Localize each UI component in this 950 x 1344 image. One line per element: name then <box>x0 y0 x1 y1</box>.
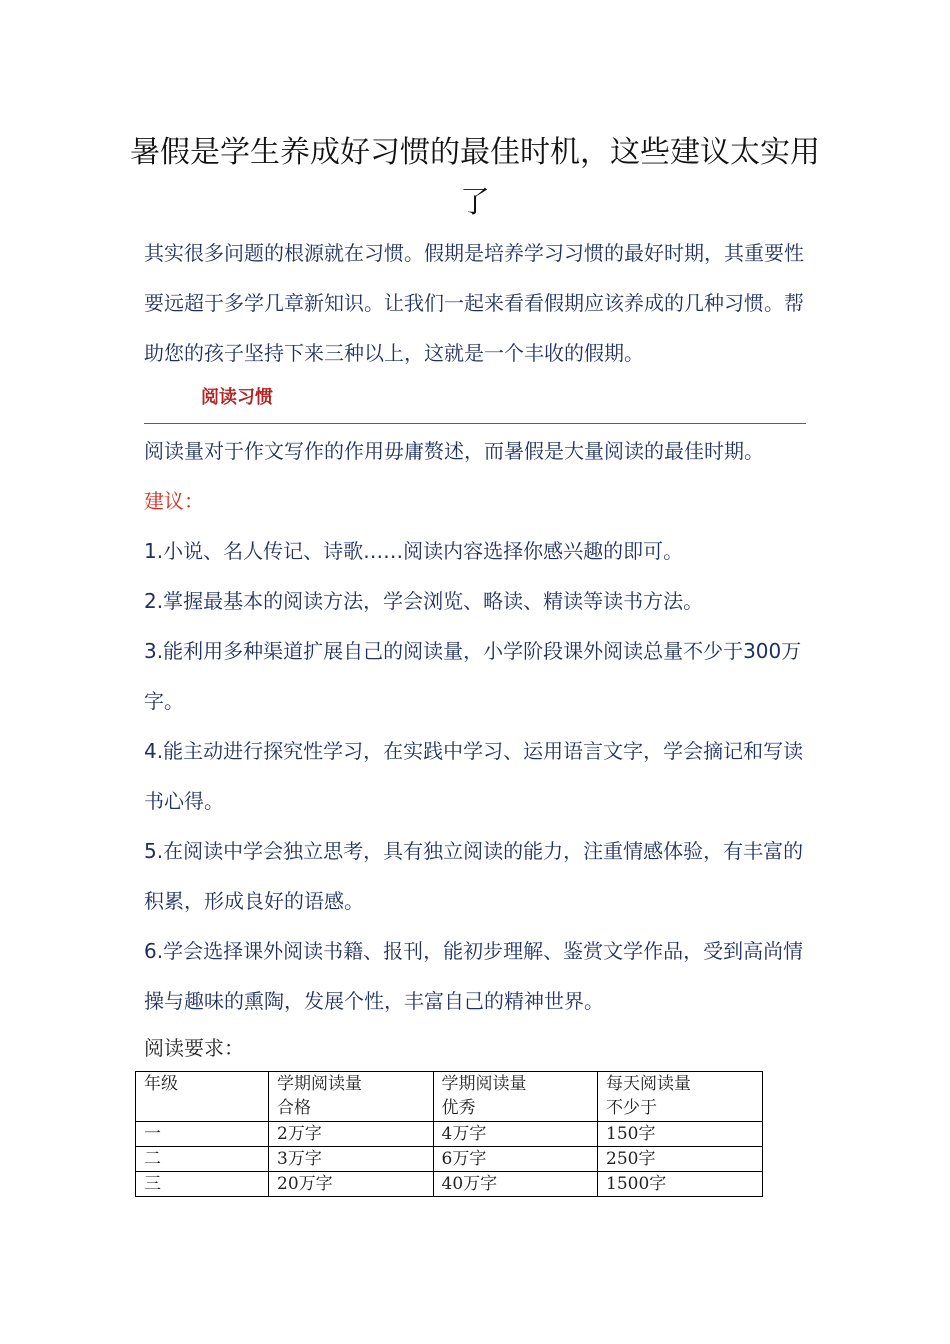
header-cell-grade <box>136 1072 269 1122</box>
header-text: 年级 <box>144 1074 178 1094</box>
table-cell: 二 <box>136 1147 269 1172</box>
advice-item: 3.能利用多种渠道扩展自己的阅读量，小学阶段课外阅读总量不少于300万字。 <box>144 639 802 713</box>
table-cell: 一 <box>136 1122 269 1147</box>
advice-item: 2.掌握最基本的阅读方法，学会浏览、略读、精读等读书方法。 <box>144 589 704 613</box>
header-subtext: 不少于 <box>606 1098 658 1118</box>
requirements-label: 阅读要求： <box>144 1036 244 1060</box>
table-cell: 40万字 <box>433 1172 598 1197</box>
intro-paragraph: 其实很多问题的根源就在习惯。假期是培养学习习惯的最好时期，其重要性要远超于多学几章新知识。让我们一起来看看假期应该养成的几种习惯。帮助您的孩子坚持下来三种以上，这就是一个丰收的假期。 <box>144 241 804 365</box>
table-cell: 2万字 <box>269 1122 434 1147</box>
table-cell: 20万字 <box>269 1172 434 1197</box>
table-cell: 150字 <box>598 1122 763 1147</box>
section-heading: 阅读习惯 <box>201 387 273 408</box>
table-row <box>136 1147 763 1172</box>
advice-item: 4.能主动进行探究性学习，在实践中学习、运用语言文字，学会摘记和写读书心得。 <box>144 739 804 813</box>
header-text: 学期阅读量 <box>277 1074 363 1094</box>
table-cell: 250字 <box>598 1147 763 1172</box>
section-lead: 阅读量对于作文写作的作用毋庸赘述，而暑假是大量阅读的最佳时期。 <box>144 439 764 463</box>
header-cell-daily <box>598 1072 763 1122</box>
section-divider <box>144 423 806 424</box>
advice-label: 建议： <box>144 489 204 513</box>
page-title: 暑假是学生养成好习惯的最佳时机，这些建议太实用了 <box>130 135 820 220</box>
reading-requirements-table <box>135 1071 763 1197</box>
header-text: 学期阅读量 <box>441 1074 527 1094</box>
table-cell: 3万字 <box>269 1147 434 1172</box>
table-cell: 4万字 <box>433 1122 598 1147</box>
table-row <box>136 1172 763 1197</box>
table-cell: 三 <box>136 1172 269 1197</box>
header-text: 每天阅读量 <box>606 1074 692 1094</box>
table-cell: 6万字 <box>433 1147 598 1172</box>
header-subtext: 优秀 <box>441 1098 476 1118</box>
advice-item: 6.学会选择课外阅读书籍、报刊，能初步理解、鉴赏文学作品，受到高尚情操与趣味的熏陶，发展个性，丰富自己的精神世界。 <box>144 939 804 1013</box>
header-cell-excellent <box>433 1072 598 1122</box>
table-header-row <box>136 1072 763 1122</box>
header-subtext: 合格 <box>277 1098 312 1118</box>
advice-item: 1.小说、名人传记、诗歌……阅读内容选择你感兴趣的即可。 <box>144 539 684 563</box>
header-cell-pass <box>269 1072 434 1122</box>
table-cell: 1500字 <box>598 1172 763 1197</box>
table-row <box>136 1122 763 1147</box>
advice-item: 5.在阅读中学会独立思考，具有独立阅读的能力，注重情感体验，有丰富的积累，形成良好的语感。 <box>144 839 804 913</box>
